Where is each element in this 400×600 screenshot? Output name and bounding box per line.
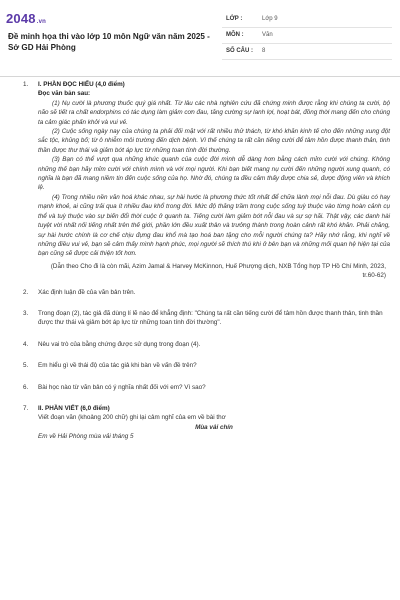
question-text: Nêu vai trò của bằng chứng được sử dụng trong đoạn (4). xyxy=(38,340,201,348)
question-1 xyxy=(0,80,400,281)
question-text: Bài học nào từ văn bản có ý nghĩa nhất đối với em? Vì sao? xyxy=(38,383,206,391)
writing-prompt: Viết đoạn văn (khoảng 200 chữ) ghi lại cảm nghĩ của em về bài thơ xyxy=(38,414,226,422)
question-7 xyxy=(0,404,400,442)
question-number: 4. xyxy=(23,340,29,348)
poem-title: Mùa vải chín xyxy=(195,423,233,431)
section-title: II. PHẦN VIẾT (6,0 điểm) xyxy=(38,404,110,412)
question-number: 5. xyxy=(23,362,29,370)
logo-text: 2048 xyxy=(6,11,36,26)
question-number: 7. xyxy=(23,404,29,412)
meta-key: LỚP : xyxy=(226,16,243,22)
meta-row-grade xyxy=(222,12,392,28)
meta-value: Lớp 9 xyxy=(262,16,278,22)
passage-paragraph-1: (1) Nụ cười là phương thuốc quý giá nhất. Từ lâu các nhà nghiên cứu đã chứng minh được rằng khi chúng ta cười, bộ não sẽ tiết ra chất endorphins có tác dụng làm giảm cơn đau, tăng cường sự lanh lợi, hoạt bát, đồng thời mang đến cho chúng ta cảm giác phấn khởi và vui vẻ. xyxy=(38,99,390,126)
question-number: 6. xyxy=(23,383,29,391)
meta-key: MÔN : xyxy=(226,32,244,38)
meta-row-count xyxy=(222,44,392,60)
question-4 xyxy=(0,340,400,349)
header-divider xyxy=(0,76,400,77)
poem-line: Em về Hải Phòng mùa vải tháng 5 xyxy=(38,433,134,441)
question-5 xyxy=(0,361,400,370)
meta-value: 8 xyxy=(262,48,266,54)
passage-source: (Dẫn theo Cho đi là còn mãi, Azim Jamal & Harvey McKinnon, Huế Phượng dịch, NXB Tổng hợp TP Hồ Chí Minh, 2023, tr.60-62) xyxy=(50,262,386,280)
exam-content xyxy=(0,80,400,442)
question-2 xyxy=(0,288,400,297)
question-number: 1. xyxy=(23,81,29,88)
question-6 xyxy=(0,383,400,392)
site-logo[interactable] xyxy=(6,11,46,26)
section-title: I. PHẦN ĐỌC HIỂU (4,0 điểm) xyxy=(38,81,125,88)
header xyxy=(0,0,400,66)
meta-row-subject xyxy=(222,28,392,44)
passage-paragraph-3: (3) Bạn có thể vượt qua những khúc quanh của cuộc đời mình dễ dàng hơn bằng cách mỉm cười với chúng. Không những thế bạn hãy mỉm cười với chính mình và với mọi người. Khi bạn biết mang nụ cười đến những người xung quanh, có nghĩa là bạn đã mang niềm tin đến cuộc sống của họ. Nhờ đó, chúng ta đều cảm thấy được chia sẻ, được động viên và khích lệ. xyxy=(38,156,390,192)
question-text: Em hiểu gì về thái độ của tác giả khi bàn về vấn đề trên? xyxy=(38,362,197,370)
logo-suffix: .vn xyxy=(36,19,47,25)
meta-value: Văn xyxy=(262,32,273,38)
passage-paragraph-4: (4) Trong nhiều nền văn hoá khác nhau, sự hài hước là phương thức tốt nhất để chữa lành mọi nỗi đau. Dù giàu có hay mạnh khoẻ, ai cũng trải qua ít nhiều đau khổ trong đời. Mức độ thăng trầm trong cuộc sống tuỳ thuộc vào từng hoàn cảnh cụ thể và tuỳ thuộc vào sự biến đổi thời cuộc ở quanh ta. Tiếng cười làm giảm bớt nỗi đau và sự sợ hãi. Thật vậy, các danh hài tuyệt vời nhất nối tiếng nhất trên thế giới, phần lớn đều xuất thân và trưởng thành trong hoàn cảnh rất khó khăn. Phải chăng, sự hài hước chính là cơ chế chịu đựng đau khổ mà tạo hoá ban tặng cho mỗi người chúng ta? Hãy nhớ rằng, khi nghĩ về những điều vui vẻ, bạn sẽ cảm thấy mình hạnh phúc, mọi người sẽ thích thú khi ở bên bạn và những mối quan hệ hiện tại của bạn cũng sẽ được cải thiện tốt hơn. xyxy=(38,193,390,258)
meta-key: SỐ CÂU : xyxy=(226,48,253,54)
question-text: Trong đoạn (2), tác giả đã dùng lí lẽ nào để khẳng định: "Chúng ta rất cần tiếng cười để tâm hồn được thanh thản, tinh thần được thư thái và giảm bớt áp lực từ những toan tính đời thường". xyxy=(38,309,383,327)
question-number: 2. xyxy=(23,288,29,296)
question-3 xyxy=(0,309,400,328)
passage-paragraph-2: (2) Cuộc sống ngày nay của chúng ta phải đối mặt với rất nhiều thử thách, từ khó khăn kinh tế cho đến những xung đột sắc tộc, khủng bố; từ ô nhiễm môi trường đến dịch bệnh. Vì thế chúng ta rất cần tiếng cười để tâm hồn được thanh thản, tinh thần được thư thái và giảm bớt áp lực từ những toan tính đời thường. xyxy=(38,128,390,154)
page-title: Đề minh họa thi vào lớp 10 môn Ngữ văn năm 2025 - Sở GD Hải Phòng xyxy=(8,32,210,52)
section-subtitle: Đọc văn bản sau: xyxy=(38,90,91,98)
exam-meta xyxy=(222,12,392,60)
question-number: 3. xyxy=(23,309,29,317)
question-text: Xác định luận đề của văn bản trên. xyxy=(38,288,136,296)
